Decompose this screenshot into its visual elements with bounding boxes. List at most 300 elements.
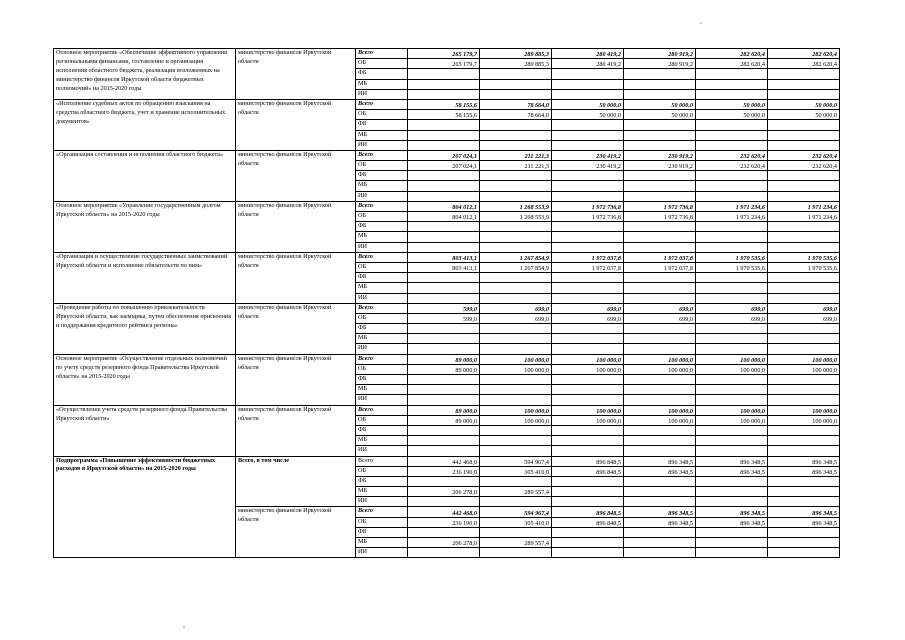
value-cell (768, 375, 840, 385)
value-cell: 699,0 (624, 303, 696, 313)
value-cell: 89 000,0 (408, 354, 480, 364)
source-cell: МБ (356, 487, 408, 497)
value-cell: 58 155,6 (408, 99, 480, 109)
value-cell: 236 190,0 (408, 517, 480, 527)
value-cell (480, 69, 552, 79)
value-cell (408, 273, 480, 283)
value-cell (552, 436, 624, 446)
value-cell (552, 446, 624, 456)
value-cell (408, 191, 480, 201)
value-cell (624, 375, 696, 385)
source-cell: МБ (356, 181, 408, 191)
value-cell (552, 538, 624, 548)
value-cell (768, 395, 840, 405)
event-name-cell: Основное мероприятие «Обеспечение эффективного управления региональными финансами, составление и организация исполнения областного бюджета, реализация возложенных на министерство финансов Иркутской области бюджетных полномочий» на 2015-2020 годы (54, 49, 236, 100)
value-cell: 230 419,2 (552, 150, 624, 160)
value-cell (768, 334, 840, 344)
value-cell (696, 436, 768, 446)
value-cell: 289 557,4 (480, 487, 552, 497)
source-cell: МБ (356, 283, 408, 293)
value-cell (768, 69, 840, 79)
value-cell: 100 000,0 (624, 415, 696, 425)
source-cell: МБ (356, 436, 408, 446)
value-cell (408, 232, 480, 242)
value-cell (552, 130, 624, 140)
value-cell: 230 919,2 (624, 161, 696, 171)
value-cell: 1 268 553,9 (480, 201, 552, 211)
table-row-total (54, 252, 840, 262)
value-cell: 282 620,4 (768, 49, 840, 59)
value-cell: 100 000,0 (696, 364, 768, 374)
value-cell: 1 267 854,9 (480, 252, 552, 262)
value-cell: 232 620,4 (696, 150, 768, 160)
value-cell: 1 972 736,8 (624, 201, 696, 211)
table-row-total (54, 303, 840, 313)
source-cell: ОБ (356, 517, 408, 527)
source-cell: ФБ (356, 375, 408, 385)
value-cell (552, 79, 624, 89)
source-cell: ИИ (356, 293, 408, 303)
executor-cell: министерство финансов Иркутской области (236, 49, 356, 100)
value-cell: 1 972 037,8 (624, 252, 696, 262)
value-cell: 896 348,5 (696, 507, 768, 517)
value-cell: 100 000,0 (480, 405, 552, 415)
value-cell: 803 413,1 (408, 262, 480, 272)
source-cell-total: Всего (356, 49, 408, 59)
value-cell (624, 89, 696, 99)
value-cell (552, 191, 624, 201)
source-cell: ОБ (356, 262, 408, 272)
value-cell (696, 171, 768, 181)
source-cell-total: Всего (356, 303, 408, 313)
source-cell: ИИ (356, 446, 408, 456)
value-cell: 50 000,0 (624, 110, 696, 120)
value-cell (624, 69, 696, 79)
table-row-total (54, 99, 840, 109)
value-cell (552, 120, 624, 130)
value-cell (696, 69, 768, 79)
value-cell (696, 446, 768, 456)
value-cell: 1 970 535,6 (768, 252, 840, 262)
value-cell (552, 293, 624, 303)
value-cell (552, 385, 624, 395)
executor-cell: министерство финансов Иркутской области (236, 99, 356, 150)
event-name-cell: «Проведение работы по повышению привлекательности Иркутской области, как заемщика, путем обеспечения присвоения и поддержания кредитного рейтинга региона» (54, 303, 236, 354)
executor-cell: Всего, в том числе (236, 456, 356, 507)
value-cell (480, 293, 552, 303)
value-cell (696, 283, 768, 293)
value-cell (480, 425, 552, 435)
value-cell (624, 487, 696, 497)
value-cell: 236 190,0 (408, 466, 480, 476)
value-cell (768, 385, 840, 395)
value-cell: 100 000,0 (768, 415, 840, 425)
value-cell (552, 69, 624, 79)
value-cell (768, 222, 840, 232)
value-cell: 1 971 234,6 (768, 201, 840, 211)
value-cell (768, 181, 840, 191)
value-cell (624, 181, 696, 191)
value-cell (408, 242, 480, 252)
source-cell-total: Всего (356, 507, 408, 517)
value-cell (624, 191, 696, 201)
value-cell: 289 557,4 (480, 538, 552, 548)
value-cell (768, 283, 840, 293)
value-cell (768, 273, 840, 283)
value-cell (768, 79, 840, 89)
value-cell: 58 155,6 (408, 110, 480, 120)
value-cell (552, 283, 624, 293)
value-cell: 100 000,0 (480, 364, 552, 374)
value-cell: 896 348,5 (624, 466, 696, 476)
value-cell (768, 120, 840, 130)
value-cell (408, 222, 480, 232)
value-cell: 265 179,7 (408, 49, 480, 59)
value-cell (624, 222, 696, 232)
value-cell: 699,0 (480, 313, 552, 323)
value-cell (696, 293, 768, 303)
value-cell: 1 972 037,8 (552, 252, 624, 262)
value-cell (696, 324, 768, 334)
value-cell (408, 120, 480, 130)
value-cell (552, 476, 624, 486)
value-cell: 1 972 037,8 (552, 262, 624, 272)
source-cell: ОБ (356, 313, 408, 323)
value-cell: 100 000,0 (696, 415, 768, 425)
value-cell (552, 527, 624, 537)
source-cell-total: Всего (356, 150, 408, 160)
value-cell (768, 242, 840, 252)
value-cell (696, 334, 768, 344)
value-cell (696, 344, 768, 354)
value-cell (480, 89, 552, 99)
table-row-total (54, 456, 840, 466)
value-cell (552, 171, 624, 181)
value-cell (480, 130, 552, 140)
value-cell (552, 242, 624, 252)
value-cell (624, 242, 696, 252)
source-cell-total: Всего (356, 405, 408, 415)
value-cell (624, 395, 696, 405)
value-cell: 232 620,4 (696, 161, 768, 171)
source-cell-total: Всего (356, 201, 408, 211)
executor-cell: министерство финансов Иркутской области (236, 405, 356, 456)
value-cell: 896 348,5 (696, 456, 768, 466)
value-cell: 699,0 (768, 303, 840, 313)
budget-table-body (54, 49, 840, 558)
event-name-cell: «Организация и осуществление государственных заимствований Иркутской области и исполнение обязательств по ним» (54, 252, 236, 303)
event-name-cell: Основное мероприятие «Управление государственным долгом Иркутской области» на 2015-2020 годы (54, 201, 236, 252)
value-cell: 100 000,0 (768, 354, 840, 364)
value-cell (552, 140, 624, 150)
source-cell: ФБ (356, 120, 408, 130)
value-cell (624, 140, 696, 150)
value-cell (696, 222, 768, 232)
value-cell: 1 972 736,8 (624, 212, 696, 222)
value-cell (408, 527, 480, 537)
value-cell (552, 222, 624, 232)
source-cell: МБ (356, 130, 408, 140)
value-cell (480, 395, 552, 405)
value-cell: 896 348,5 (696, 466, 768, 476)
value-cell: 89 000,0 (408, 364, 480, 374)
value-cell: 289 885,3 (480, 49, 552, 59)
value-cell (624, 497, 696, 507)
value-cell: 699,0 (480, 303, 552, 313)
value-cell (408, 476, 480, 486)
value-cell (552, 324, 624, 334)
value-cell: 594 967,4 (480, 507, 552, 517)
value-cell (696, 548, 768, 558)
value-cell (480, 436, 552, 446)
source-cell: ФБ (356, 324, 408, 334)
source-cell: ИИ (356, 497, 408, 507)
value-cell: 230 919,2 (624, 150, 696, 160)
value-cell (768, 232, 840, 242)
value-cell (480, 385, 552, 395)
value-cell: 699,0 (552, 313, 624, 323)
value-cell (624, 344, 696, 354)
value-cell: 699,0 (624, 313, 696, 323)
value-cell (408, 324, 480, 334)
table-row-total (54, 405, 840, 415)
value-cell (624, 334, 696, 344)
value-cell (480, 324, 552, 334)
event-name-cell: «Исполнение судебных актов по обращению взыскания на средства областного бюджета, учет и хранение исполнительных документов» (54, 99, 236, 150)
table-row-total (54, 201, 840, 211)
value-cell: 1 970 535,6 (696, 262, 768, 272)
source-cell: ФБ (356, 425, 408, 435)
value-cell: 50 000,0 (696, 110, 768, 120)
value-cell: 100 000,0 (768, 364, 840, 374)
value-cell: 1 268 553,9 (480, 212, 552, 222)
value-cell (768, 171, 840, 181)
executor-cell: министерство финансов Иркутской области (236, 303, 356, 354)
value-cell (408, 181, 480, 191)
value-cell (480, 283, 552, 293)
source-cell: ИИ (356, 395, 408, 405)
value-cell (552, 273, 624, 283)
value-cell: 1 971 234,6 (696, 212, 768, 222)
value-cell: 896 348,5 (624, 456, 696, 466)
value-cell (480, 273, 552, 283)
value-cell (480, 375, 552, 385)
value-cell: 100 000,0 (768, 405, 840, 415)
source-cell: МБ (356, 232, 408, 242)
value-cell (768, 548, 840, 558)
table-row-total (54, 49, 840, 59)
value-cell: 699,0 (768, 313, 840, 323)
value-cell: 896 848,5 (552, 507, 624, 517)
value-cell: 282 620,4 (696, 49, 768, 59)
value-cell (408, 425, 480, 435)
source-cell: ФБ (356, 222, 408, 232)
source-cell: ФБ (356, 527, 408, 537)
value-cell (624, 120, 696, 130)
value-cell (768, 527, 840, 537)
source-cell: ИИ (356, 140, 408, 150)
value-cell (552, 181, 624, 191)
value-cell (696, 527, 768, 537)
value-cell: 100 000,0 (624, 354, 696, 364)
value-cell: 1 971 234,6 (696, 201, 768, 211)
value-cell: 896 348,5 (696, 517, 768, 527)
value-cell: 804 012,1 (408, 201, 480, 211)
value-cell: 230 419,2 (552, 161, 624, 171)
value-cell: 699,0 (696, 313, 768, 323)
value-cell (624, 324, 696, 334)
source-cell: ИИ (356, 191, 408, 201)
value-cell: 100 000,0 (552, 415, 624, 425)
value-cell (408, 375, 480, 385)
value-cell: 280 419,2 (552, 59, 624, 69)
source-cell: ИИ (356, 242, 408, 252)
event-name-cell: Подпрограмма «Повышение эффективности бюджетных расходов в Иркутской области» на 2015-2020 годы (54, 456, 236, 558)
value-cell (696, 181, 768, 191)
value-cell: 89 000,0 (408, 405, 480, 415)
value-cell (768, 324, 840, 334)
value-cell (480, 242, 552, 252)
source-cell: ОБ (356, 415, 408, 425)
value-cell (624, 283, 696, 293)
value-cell (696, 140, 768, 150)
value-cell (696, 191, 768, 201)
scan-speck (183, 626, 185, 628)
value-cell (696, 242, 768, 252)
event-name-cell: Основное мероприятие «Осуществление отдельных полномочий по учету средств резервного фонда Правительства Иркутской области» на 2015-2020 годы (54, 354, 236, 405)
source-cell: ФБ (356, 476, 408, 486)
value-cell: 100 000,0 (480, 415, 552, 425)
value-cell (768, 497, 840, 507)
value-cell: 699,0 (552, 303, 624, 313)
source-cell: ФБ (356, 273, 408, 283)
value-cell (696, 130, 768, 140)
value-cell: 211 221,3 (480, 161, 552, 171)
value-cell: 442 468,0 (408, 507, 480, 517)
value-cell: 1 971 234,6 (768, 212, 840, 222)
source-cell: МБ (356, 538, 408, 548)
value-cell (624, 232, 696, 242)
value-cell: 78 664,0 (480, 110, 552, 120)
source-cell: МБ (356, 385, 408, 395)
value-cell: 305 410,0 (480, 517, 552, 527)
scan-speck (700, 22, 702, 24)
value-cell (624, 171, 696, 181)
value-cell (768, 476, 840, 486)
value-cell (624, 385, 696, 395)
value-cell (408, 548, 480, 558)
value-cell: 442 468,0 (408, 456, 480, 466)
value-cell: 100 000,0 (696, 405, 768, 415)
executor-cell: министерство финансов Иркутской области (236, 354, 356, 405)
value-cell (408, 130, 480, 140)
value-cell (768, 191, 840, 201)
value-cell (696, 487, 768, 497)
value-cell (480, 446, 552, 456)
value-cell (408, 283, 480, 293)
value-cell: 100 000,0 (552, 354, 624, 364)
value-cell (696, 538, 768, 548)
executor-cell: министерство финансов Иркутской области (236, 507, 356, 558)
value-cell (768, 446, 840, 456)
value-cell: 896 348,5 (624, 507, 696, 517)
value-cell: 594 967,4 (480, 456, 552, 466)
value-cell: 896 848,5 (552, 456, 624, 466)
value-cell (408, 395, 480, 405)
table-row-total (54, 354, 840, 364)
executor-cell: министерство финансов Иркутской области (236, 201, 356, 252)
value-cell (624, 527, 696, 537)
value-cell: 206 278,0 (408, 487, 480, 497)
value-cell (552, 375, 624, 385)
value-cell: 100 000,0 (624, 364, 696, 374)
value-cell (408, 89, 480, 99)
value-cell: 89 000,0 (408, 415, 480, 425)
value-cell: 896 348,5 (768, 507, 840, 517)
value-cell (408, 446, 480, 456)
source-cell-total: Всего (356, 99, 408, 109)
value-cell: 100 000,0 (480, 354, 552, 364)
value-cell (624, 130, 696, 140)
value-cell: 896 848,5 (552, 466, 624, 476)
value-cell: 207 024,1 (408, 161, 480, 171)
value-cell (624, 538, 696, 548)
value-cell: 100 000,0 (552, 364, 624, 374)
value-cell: 1 970 535,6 (696, 252, 768, 262)
value-cell: 100 000,0 (696, 354, 768, 364)
value-cell (696, 79, 768, 89)
executor-cell: министерство финансов Иркутской области (236, 252, 356, 303)
value-cell: 289 885,3 (480, 59, 552, 69)
value-cell (696, 89, 768, 99)
value-cell (768, 130, 840, 140)
value-cell: 206 278,0 (408, 538, 480, 548)
value-cell (552, 232, 624, 242)
value-cell: 1 972 037,8 (624, 262, 696, 272)
value-cell (624, 548, 696, 558)
source-cell: ОБ (356, 364, 408, 374)
value-cell: 280 919,2 (624, 49, 696, 59)
value-cell (768, 89, 840, 99)
value-cell (624, 293, 696, 303)
source-cell: ИИ (356, 89, 408, 99)
event-name-cell: «Организация составления и исполнения областного бюджета» (54, 150, 236, 201)
value-cell (768, 293, 840, 303)
value-cell (696, 425, 768, 435)
value-cell (408, 171, 480, 181)
value-cell (480, 181, 552, 191)
value-cell: 804 012,1 (408, 212, 480, 222)
value-cell (408, 334, 480, 344)
value-cell: 207 024,1 (408, 150, 480, 160)
value-cell (696, 120, 768, 130)
source-cell: ОБ (356, 59, 408, 69)
value-cell: 100 000,0 (624, 405, 696, 415)
value-cell: 50 000,0 (768, 110, 840, 120)
value-cell: 50 000,0 (696, 99, 768, 109)
value-cell (552, 344, 624, 354)
value-cell (696, 273, 768, 283)
source-cell: МБ (356, 334, 408, 344)
value-cell (696, 497, 768, 507)
value-cell: 896 348,5 (768, 466, 840, 476)
value-cell (480, 120, 552, 130)
value-cell: 896 848,5 (552, 517, 624, 527)
value-cell: 280 419,2 (552, 49, 624, 59)
value-cell (768, 140, 840, 150)
value-cell (480, 191, 552, 201)
value-cell (624, 79, 696, 89)
